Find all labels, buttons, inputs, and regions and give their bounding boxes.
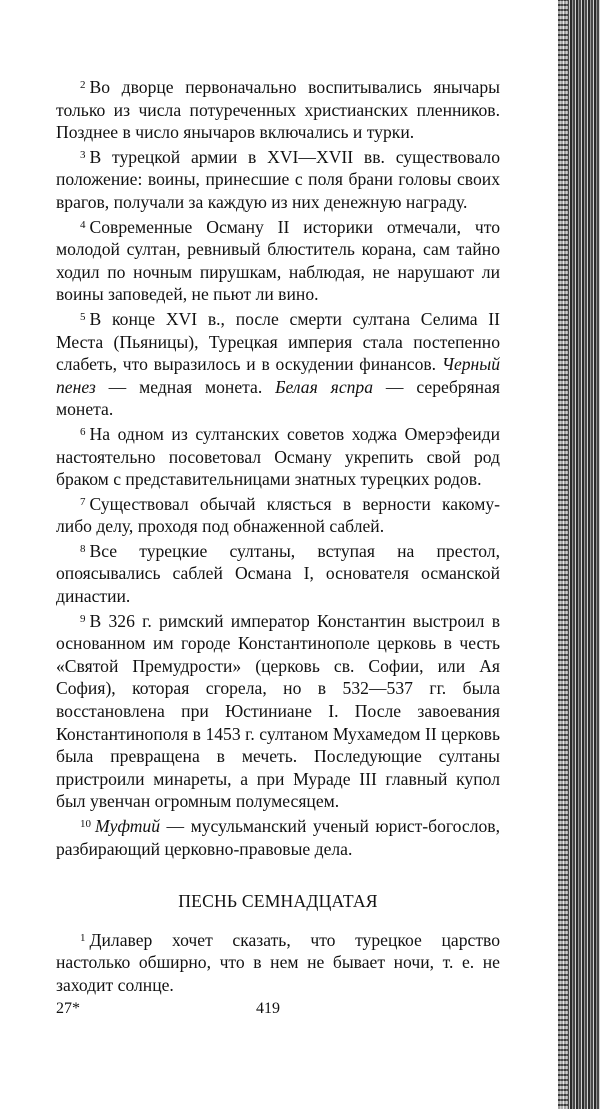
note-number: 9 [80,612,86,625]
note-number: 2 [80,79,86,91]
note-italic-term: Муфтий [95,816,161,836]
note-text: — медная монета. [95,376,276,397]
note-number: 10 [80,818,91,830]
note-text: — серебряная монета. [56,376,500,420]
note-5 [56,306,500,421]
note-text: Современные Осману II историки отмечали, что молодой султан, ревнивый блюститель корана, сам тайно ходил по ночным пирушкам, наблюдая, не нарушают ли воины заповедей, не пьют ли вино. [56,216,500,305]
note-number: 1 [80,931,86,944]
note-italic-term: Белая яспра [275,376,374,397]
note-text: Все турецкие султаны, вступая на престол, опоясывались саблей Османа I, основателя османской династии. [56,540,500,607]
note-number: 6 [80,425,86,438]
notes-column [56,74,500,997]
note-10 [56,813,500,860]
note-text: На одном из султанских советов ходжа Омерэфеиди настоятельно посоветовал Осману укрепить свой род браком с представительницами знатных турецких родов. [56,423,500,490]
note-6 [56,421,500,491]
note-8 [56,538,500,608]
section-heading: ПЕСНЬ СЕМНАДЦАТАЯ [178,891,378,912]
note-4 [56,214,500,306]
note-number: 3 [80,148,86,161]
note-text: — мусульманский ученый юрист-богослов, разбирающий церковно-правовые дела. [56,816,500,859]
section-note-1 [56,927,500,997]
note-number: 5 [80,310,86,323]
note-text: В турецкой армии в XVI—XVII вв. существовало положение: воины, принесшие с поля брани головы своих врагов, получали за каждую из них денежную награду. [56,146,500,212]
note-2 [56,74,500,144]
note-number: 7 [80,495,86,508]
note-italic-term: Черный пенез [56,354,500,397]
note-number: 8 [80,542,86,555]
page-number: 419 [256,1000,280,1017]
note-9 [56,608,500,813]
note-text: Дилавер хочет сказать, что турецкое царство настолько обширно, что в нем не бывает ночи, т. е. не заходит солнце. [56,929,500,995]
note-number: 4 [80,218,86,231]
note-3 [56,144,500,214]
note-text: Существовал обычай клясться в верности какому-либо делу, проходя под обнаженной саблей. [56,493,500,537]
note-text: В конце XVI в., после смерти султана Селима II Места (Пьяницы), Турецкая империя стала постепенно слабеть, что выразилось и в оскудении финансов. [56,308,500,375]
note-text: Во дворце первоначально воспитывались янычары только из числа потуреченных христианских пленников. Позднее в число янычаров включались и турки. [56,77,500,143]
note-text: В 326 г. римский император Константин выстроил в основанном им городе Константинополе церковь в честь «Святой Премудрости» (церковь св. Софии, или Ая София), которая сгорела, но в 532—537 гг. была восстановлена при Юстиниане I. После завоевания Константинополя в 1453 г. султаном Мухамедом II церковь была превращена в мечеть. Последующие султаны пристроили минареты, а при Мураде III главный купол был увенчан огромным полумесяцем. [56,610,500,812]
note-7 [56,491,500,538]
signature-mark: 27* [56,1000,80,1017]
page-edge-shadow [558,0,600,1109]
